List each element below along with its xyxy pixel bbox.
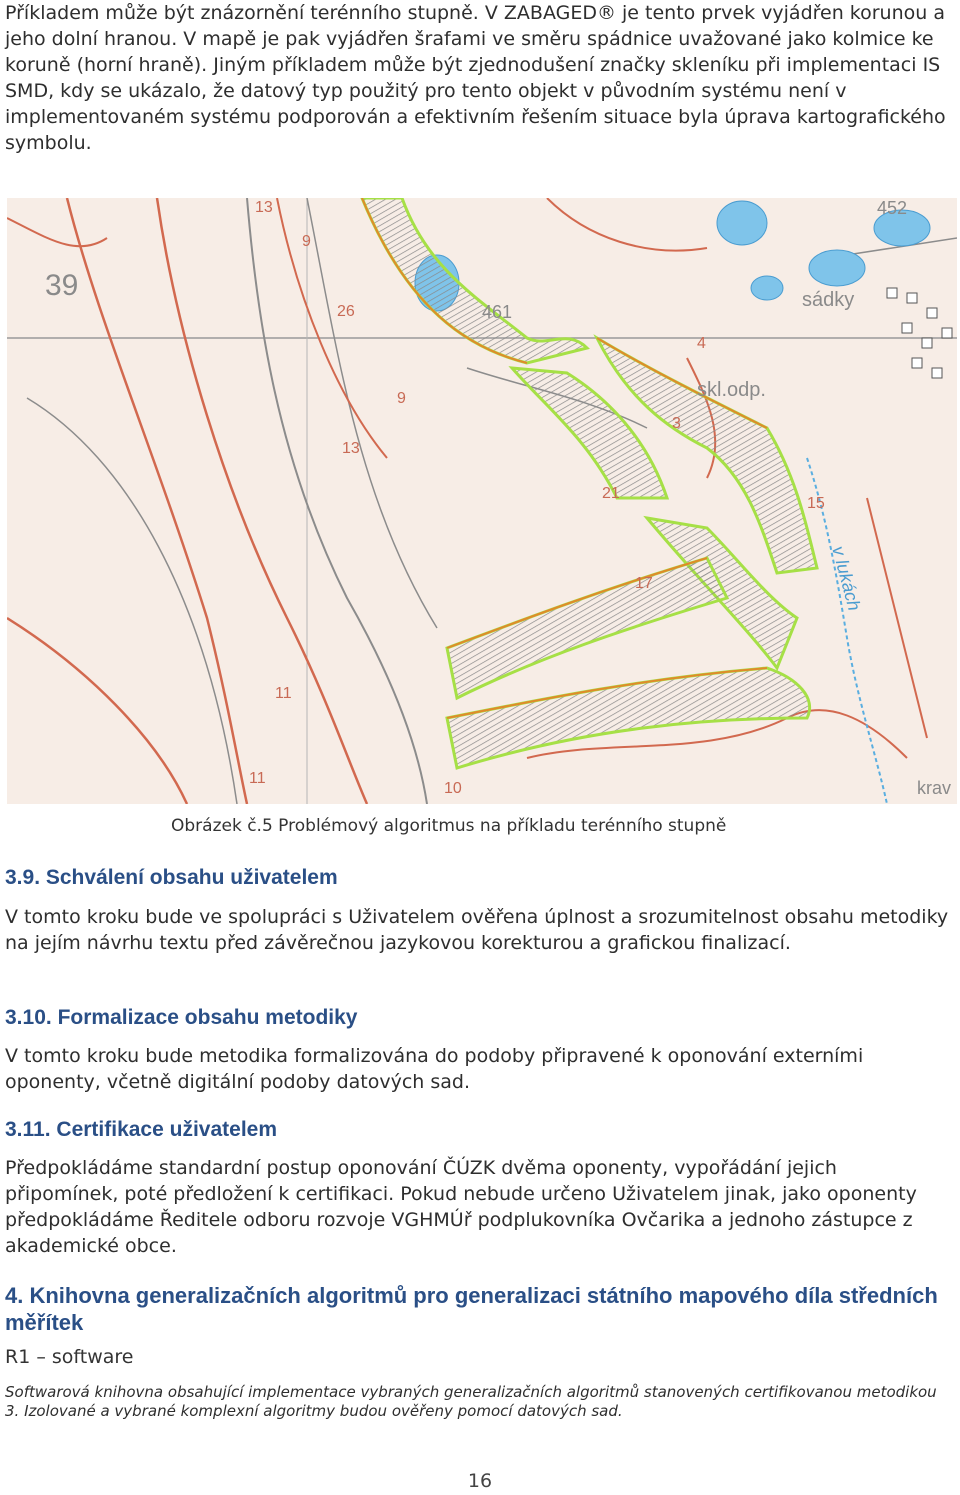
pond bbox=[809, 250, 865, 286]
map-label-place: krav bbox=[917, 778, 952, 798]
section-text-3-11: Předpokládáme standardní postup oponování ČÚZK dvěma oponenty, vypořádání jejich připomínek, poté předložení k certifikaci. Pokud nebude určeno Uživatelem jinak, jako oponenty předpokládáme Ředitele odboru rozvoje VGHMÚř podplukovníka Ovčarika a jednoho zástupce z akademické obce. bbox=[5, 1157, 917, 1257]
section-title: Formalizace obsahu metodiky bbox=[57, 1006, 358, 1029]
section-heading-3-9 bbox=[5, 866, 338, 890]
map-label-contour: 15 bbox=[807, 495, 825, 512]
map-label-contour: 26 bbox=[337, 303, 355, 320]
map-label-contour: 4 bbox=[697, 335, 706, 352]
map-label-elevation: 452 bbox=[877, 198, 908, 218]
map-label-contour: 13 bbox=[255, 199, 273, 216]
map-label-contour: 13 bbox=[342, 440, 360, 457]
map-label-landfill: skl.odp. bbox=[697, 379, 766, 401]
section-heading-3-11 bbox=[5, 1118, 277, 1142]
map-label-contour: 11 bbox=[275, 685, 292, 702]
section-title: Schválení obsahu uživatelem bbox=[45, 866, 338, 889]
intro-paragraph: Příkladem může být znázornění terénního stupně. V ZABAGED® je tento prvek vyjádřen korunou a jeho dolní hranou. V mapě je pak vyjádřen šrafami ve směru spádnice uvažované jako kolmice ke koruně (horní hraně). Jiným příkladem může být zjednodušení značky skleníku při implementaci IS SMD, kdy se ukázalo, že datový typ použitý pro tento objekt v původním systému není v implementovaném systému podporován a efektivním řešením situace byla úprava kartografického symbolu. bbox=[5, 2, 946, 154]
section-number: 3.11. bbox=[5, 1118, 51, 1141]
map-label-grid: 39 bbox=[45, 269, 79, 302]
section-text-3-9: V tomto kroku bude ve spolupráci s Uživatelem ověřena úplnost a srozumitelnost obsahu metodiky na jejím návrhu textu před závěrečnou jazykovou korekturou a grafickou finalizací. bbox=[5, 906, 949, 954]
map-label-contour: 11 bbox=[249, 770, 266, 787]
map-label-elevation: 461 bbox=[482, 302, 513, 322]
chapter-heading-4: 4. Knihovna generalizačních algoritmů pro generalizaci státního mapového díla středních měřítek bbox=[5, 1283, 938, 1335]
map-label-contour: 17 bbox=[635, 575, 653, 592]
map-label-contour: 9 bbox=[397, 390, 406, 407]
map-label-contour: 10 bbox=[444, 780, 462, 797]
page-number: 16 bbox=[467, 1470, 493, 1492]
map-label-contour: 3 bbox=[672, 415, 681, 432]
pond bbox=[751, 276, 783, 300]
map-label-stream: v lukách bbox=[828, 543, 865, 613]
pond bbox=[717, 201, 767, 245]
section-number: 3.10. bbox=[5, 1006, 52, 1029]
section-text-3-10: V tomto kroku bude metodika formalizována do podoby připravené k oponování externími oponenty, včetně digitální podoby datových sad. bbox=[5, 1045, 864, 1093]
section-heading-3-10 bbox=[5, 1006, 357, 1030]
map-label-place: sádky bbox=[802, 289, 855, 311]
section-number: 3.9. bbox=[5, 866, 41, 889]
map-label-contour: 9 bbox=[302, 233, 311, 250]
figure-caption: Obrázek č.5 Problémový algoritmus na příkladu terénního stupně bbox=[171, 816, 727, 836]
result-label: R1 – software bbox=[5, 1346, 134, 1368]
terrain-step-map bbox=[7, 198, 957, 804]
map-label-contour: 21 bbox=[602, 485, 620, 502]
section-title: Certifikace uživatelem bbox=[56, 1118, 278, 1141]
result-note: Softwarová knihovna obsahující implementace vybraných generalizačních algoritmů stanovených certifikovanou metodikou 3. Izolované a vybrané komplexní algoritmy budou ověřeny pomocí datových sad. bbox=[5, 1383, 937, 1420]
